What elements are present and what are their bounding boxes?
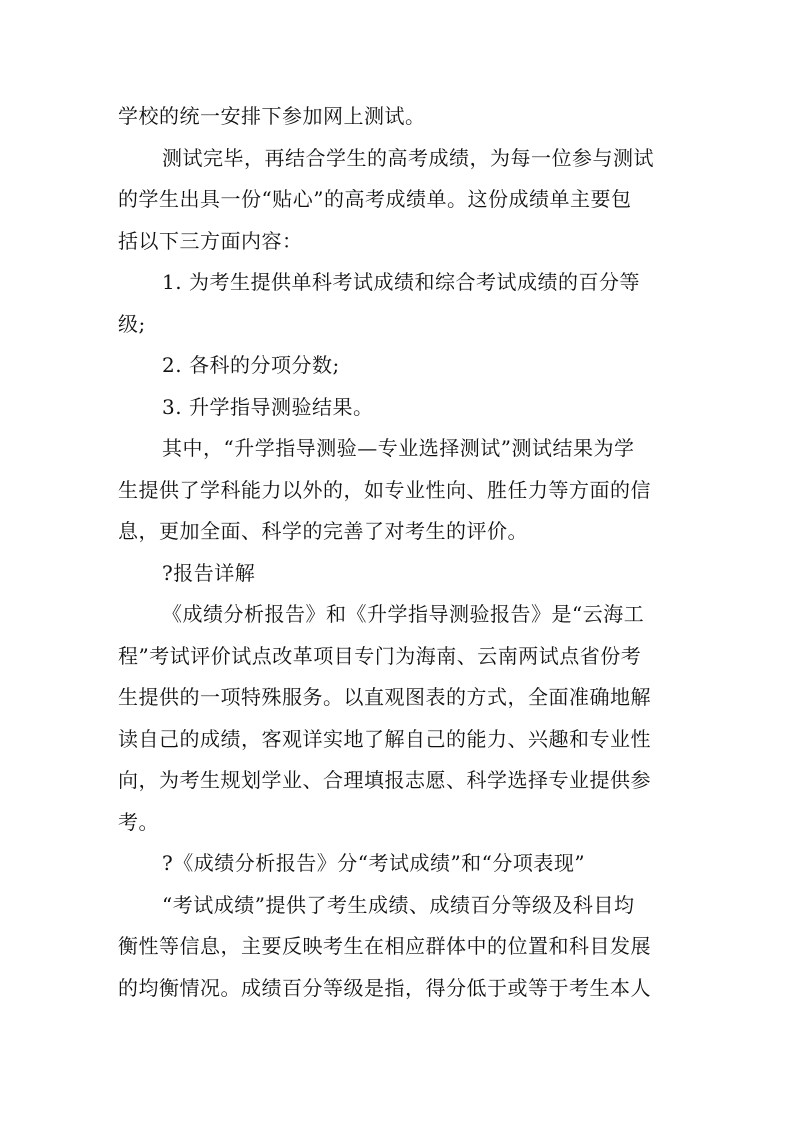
text-line: 级; — [118, 311, 146, 336]
text-line: “考试成绩”提供了考生成绩、成绩百分等级及科目均 — [162, 892, 635, 917]
list-item: 2. 各科的分项分数; — [162, 353, 340, 377]
text-line: 《成绩分析报告》和《升学指导测验报告》是“云海工 — [162, 602, 645, 626]
text-line: 测试完毕，再结合学生的高考成绩，为每一位参与测试 — [162, 145, 654, 170]
text-line: 考。 — [118, 809, 159, 834]
text-line: 读自己的成绩，客观详实地了解自己的能力、兴趣和专业性 — [118, 726, 651, 751]
text-line: 生提供的一项特殊服务。以直观图表的方式，全面准确地解 — [118, 685, 651, 709]
text-line: 生提供了学科能力以外的，如专业性向、胜任力等方面的信 — [118, 477, 651, 502]
section-heading: ?报告详解 — [162, 560, 256, 585]
text-line: 息，更加全面、科学的完善了对考生的评价。 — [118, 519, 528, 543]
text-line: 的均衡情况。成绩百分等级是指，得分低于或等于考生本人 — [118, 975, 651, 1000]
list-item: 3. 升学指导测验结果。 — [162, 394, 374, 419]
list-item: 1. 为考生提供单科考试成绩和综合考试成绩的百分等 — [162, 270, 640, 294]
text-line: 学校的统一安排下参加网上测试。 — [118, 104, 426, 128]
text-line: 的学生出具一份“贴心”的高考成绩单。这份成绩单主要包 — [118, 187, 632, 211]
section-heading: ?《成绩分析报告》分“考试成绩”和“分项表现” — [162, 851, 586, 875]
text-line: 括以下三方面内容： — [118, 228, 303, 253]
text-line: 向，为考生规划学业、合理填报志愿、科学选择专业提供参 — [118, 768, 651, 792]
text-line: 其中，“升学指导测验—专业选择测试”测试结果为学 — [162, 436, 635, 460]
document-body — [118, 96, 678, 1009]
text-line: 衡性等信息，主要反映考生在相应群体中的位置和科目发展 — [118, 934, 651, 958]
text-line: 程”考试评价试点改革项目专门为海南、云南两试点省份考 — [118, 643, 642, 668]
